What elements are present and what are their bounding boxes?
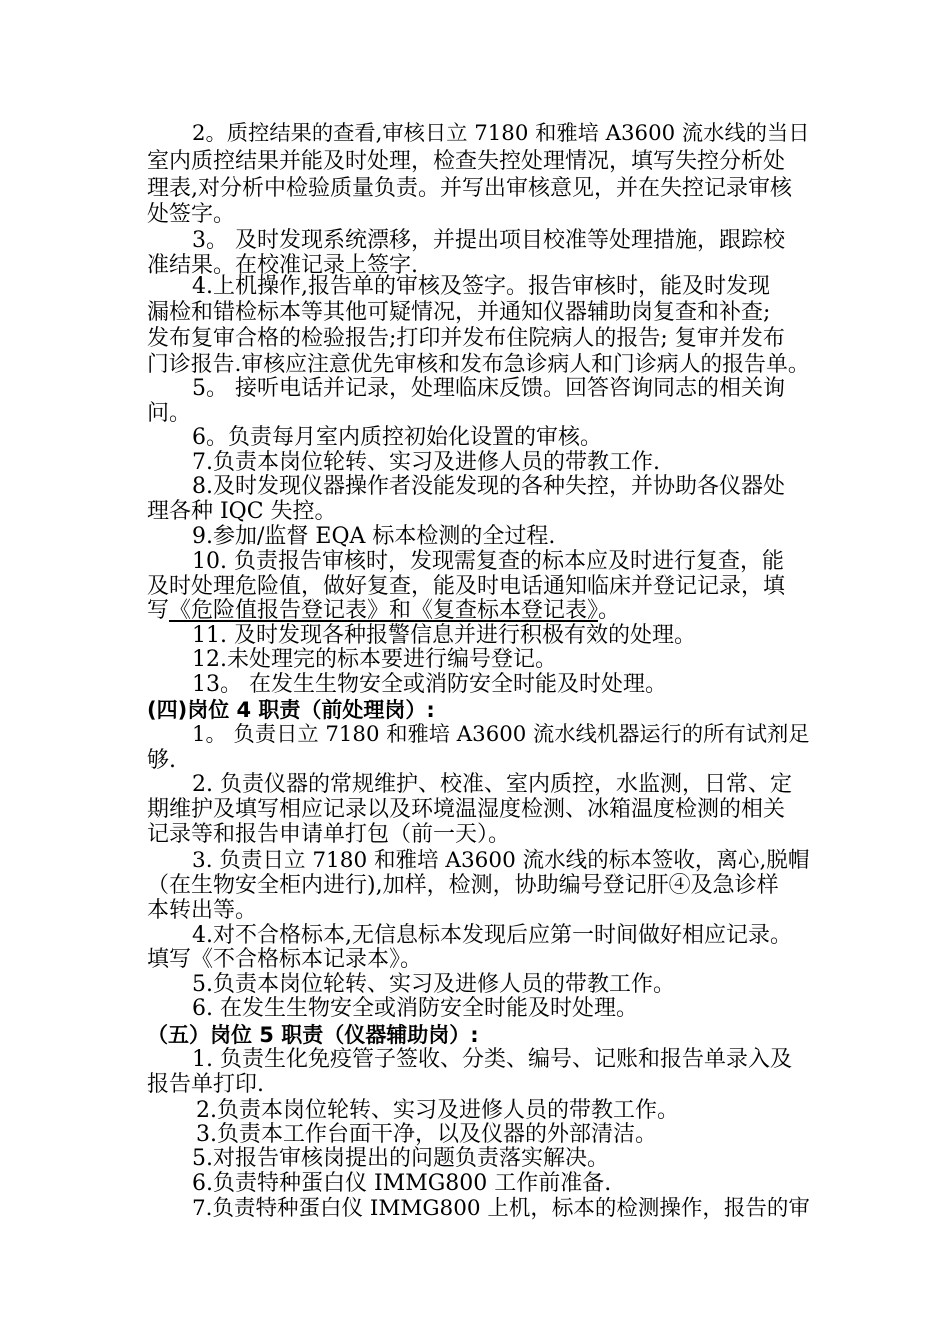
paragraph-line: 准结果。在校准记录上签字. bbox=[147, 253, 418, 278]
paragraph-line: 3.负责本工作台面干净，以及仪器的外部清洁。 bbox=[196, 1122, 657, 1147]
paragraph-line bbox=[147, 598, 620, 624]
paragraph-line: 2.负责本岗位轮转、实习及进修人员的带教工作。 bbox=[196, 1098, 679, 1123]
paragraph-line: 2. 负责仪器的常规维护、校准、室内质控，水监测，日常、定 bbox=[192, 772, 792, 797]
paragraph-line: 7.负责本岗位轮转、实习及进修人员的带教工作. bbox=[192, 450, 660, 475]
paragraph-line: 11. 及时发现各种报警信息并进行积极有效的处理。 bbox=[192, 623, 696, 648]
paragraph-line: 1。 负责日立 7180 和雅培 A3600 流水线机器运行的所有试剂足 bbox=[192, 722, 810, 747]
paragraph-line: 1. 负责生化免疫管子签收、分类、编号、记账和报告单录入及 bbox=[192, 1047, 792, 1072]
paragraph-line: 本转出等。 bbox=[147, 898, 258, 923]
paragraph-line: 记录等和报告申请单打包（前一天）。 bbox=[147, 822, 511, 847]
paragraph-line: 7.负责特种蛋白仪 IMMG800 上机，标本的检测操作，报告的审 bbox=[192, 1196, 810, 1221]
paragraph-line: 6。负责每月室内质控初始化设置的审核。 bbox=[192, 425, 602, 450]
paragraph-line: 理表,对分析中检验质量负责。并写出审核意见，并在失控记录审核 bbox=[147, 176, 792, 201]
paragraph-line: 3。 及时发现系统漂移，并提出项目校准等处理措施，跟踪校 bbox=[192, 228, 785, 253]
paragraph-line: 理各种 IQC 失控。 bbox=[147, 499, 337, 524]
paragraph-line: 3. 负责日立 7180 和雅培 A3600 流水线的标本签收，离心,脱帽 bbox=[192, 848, 810, 873]
paragraph-line: 13。 在发生生物安全或消防安全时能及时处理。 bbox=[192, 672, 667, 697]
paragraph-line: （在生物安全柜内进行),加样，检测，协助编号登记肝④及急诊样 bbox=[147, 873, 779, 898]
section-heading-4: (四)岗位 4 职责（前处理岗）: bbox=[147, 698, 435, 722]
paragraph-line: 6.负责特种蛋白仪 IMMG800 工作前准备. bbox=[192, 1171, 612, 1196]
paragraph-line: 5.负责本岗位轮转、实习及进修人员的带教工作。 bbox=[192, 972, 675, 997]
paragraph-line: 5.对报告审核岗提出的问题负责落实解决。 bbox=[192, 1146, 609, 1171]
underlined-form-names: 《危险值报告登记表》和《复查标本登记表》 bbox=[169, 598, 599, 623]
text-segment: 写 bbox=[147, 598, 170, 623]
paragraph-line: 12.未处理完的标本要进行编号登记。 bbox=[192, 647, 557, 672]
paragraph-line: 发布复审合格的检验报告;打印并发布住院病人的报告; 复审并发布 bbox=[147, 326, 785, 351]
text-segment: 。 bbox=[598, 598, 621, 623]
section-heading-5: （五）岗位 5 职责（仪器辅助岗）: bbox=[147, 1023, 479, 1047]
paragraph-line: 漏检和错检标本等其他可疑情况，并通知仪器辅助岗复查和补查; bbox=[147, 300, 771, 325]
paragraph-line: 报告单打印. bbox=[147, 1072, 264, 1097]
paragraph-line: 期维护及填写相应记录以及环境温湿度检测、冰箱温度检测的相关 bbox=[147, 797, 786, 822]
paragraph-line: 4.对不合格标本,无信息标本发现后应第一时间做好相应记录。 bbox=[192, 923, 792, 948]
paragraph-line: 门诊报告.审核应注意优先审核和发布急诊病人和门诊病人的报告单。 bbox=[147, 352, 810, 377]
paragraph-line: 5。 接听电话并记录，处理临床反馈。回答咨询同志的相关询 bbox=[192, 376, 785, 401]
paragraph-line: 6. 在发生生物安全或消防安全时能及时处理。 bbox=[192, 996, 638, 1021]
paragraph-line: 2。质控结果的查看,审核日立 7180 和雅培 A3600 流水线的当日 bbox=[192, 121, 810, 146]
paragraph-line: 9.参加/监督 EQA 标本检测的全过程. bbox=[192, 524, 556, 549]
paragraph-line: 10. 负责报告审核时，发现需复查的标本应及时进行复查，能 bbox=[192, 549, 784, 574]
paragraph-line: 处签字。 bbox=[147, 202, 236, 227]
paragraph-line: 够. bbox=[147, 748, 176, 773]
paragraph-line: 填写《不合格标本记录本》。 bbox=[147, 947, 423, 972]
paragraph-line: 4.上机操作,报告单的审核及签字。报告审核时，能及时发现 bbox=[192, 274, 770, 299]
paragraph-line: 及时处理危险值，做好复查，能及时电话通知临床并登记记录，填 bbox=[147, 574, 786, 599]
paragraph-line: 8.及时发现仪器操作者没能发现的各种失控，并协助各仪器处 bbox=[192, 474, 785, 499]
paragraph-line: 室内质控结果并能及时处理，检查失控处理情况，填写失控分析处 bbox=[147, 149, 786, 174]
paragraph-line: 问。 bbox=[147, 401, 192, 426]
